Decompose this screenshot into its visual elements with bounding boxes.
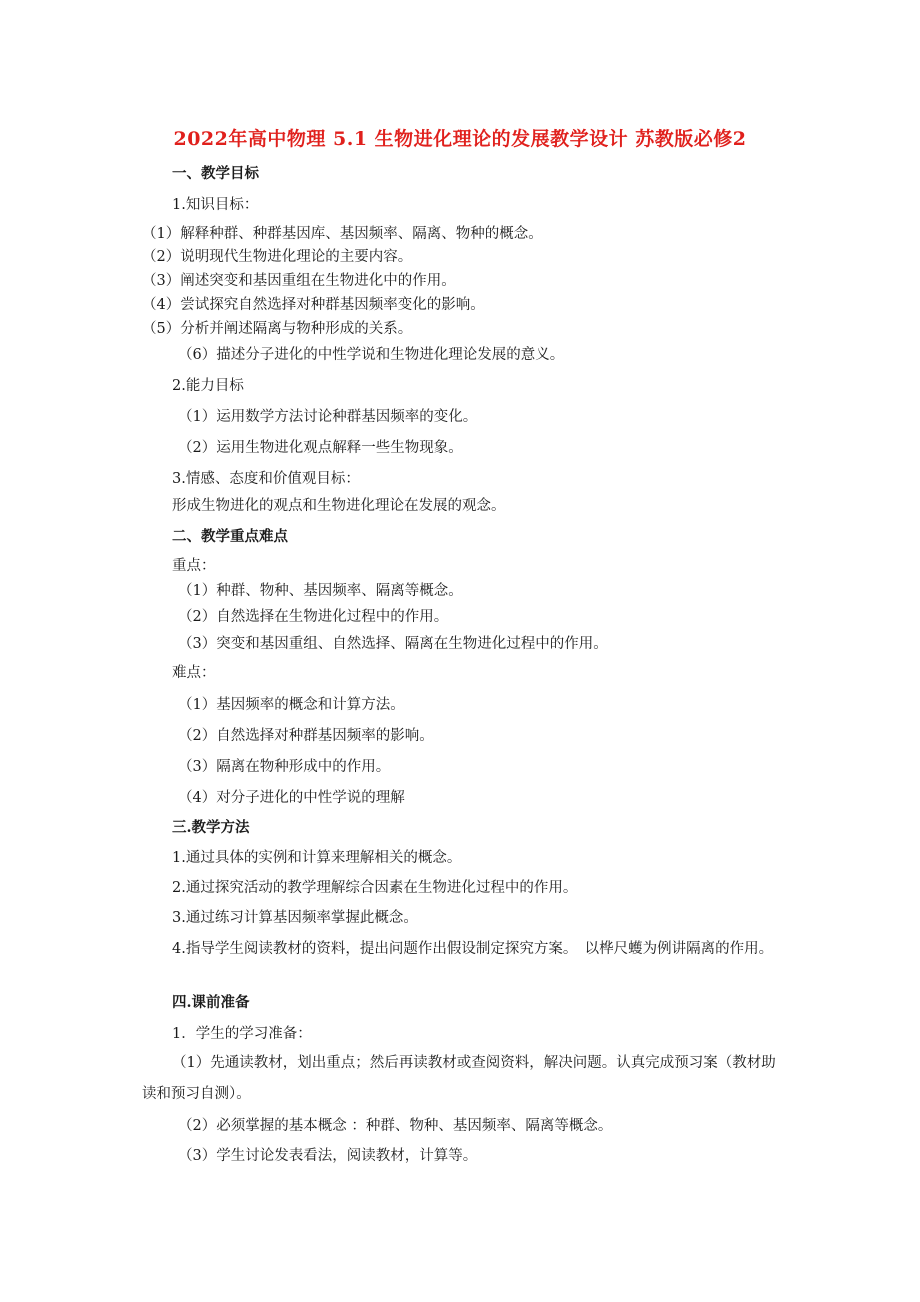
list-item: （3）隔离在物种形成中的作用。 xyxy=(178,759,391,775)
preparation-label: 1．学生的学习准备： xyxy=(172,1026,312,1042)
list-item: （2）自然选择对种群基因频率的影响。 xyxy=(178,728,434,744)
list-item: 3.通过练习计算基因频率掌握此概念。 xyxy=(172,910,418,926)
preparation-item-1: （1）先通读教材，划出重点；然后再读教材或查阅资料，解决问题。认真完成预习案（教材助读和预习自测）。 xyxy=(142,1055,776,1102)
list-item: （2）运用生物进化观点解释一些生物现象。 xyxy=(178,440,463,456)
list-item: （3）学生讨论发表看法，阅读教材，计算等。 xyxy=(178,1148,478,1164)
section-heading-methods: 三.教学方法 xyxy=(172,819,250,836)
document-title: 2022年高中物理 5.1 生物进化理论的发展教学设计 苏教版必修2 xyxy=(173,128,747,150)
list-item: （5）分析并阐述隔离与物种形成的关系。 xyxy=(142,321,413,337)
list-item: （4）对分子进化的中性学说的理解 xyxy=(178,790,405,806)
section-heading-preparation: 四.课前准备 xyxy=(172,994,250,1011)
section-heading-key-points: 二、教学重点难点 xyxy=(172,528,288,545)
section-heading-objectives: 一、教学目标 xyxy=(172,165,259,182)
list-item: （1）运用数学方法讨论种群基因频率的变化。 xyxy=(178,409,478,425)
list-item: （3）阐述突变和基因重组在生物进化中的作用。 xyxy=(142,273,456,289)
difficulty-label: 难点： xyxy=(172,665,216,681)
list-item: （2）必须掌握的基本概念 ：种群、物种、基因频率、隔离等概念。 xyxy=(178,1118,613,1134)
knowledge-label: 1.知识目标： xyxy=(172,197,259,213)
method-item-4: 4.指导学生阅读教材的资料，提出问题作出假设制定探究方案。 以桦尺蠖为例讲隔离的作用。 xyxy=(172,941,774,957)
list-item: （1）种群、物种、基因频率、隔离等概念。 xyxy=(178,583,463,599)
emotion-label: 3.情感、态度和价值观目标： xyxy=(172,471,360,487)
list-item: 1.通过具体的实例和计算来理解相关的概念。 xyxy=(172,850,462,866)
list-item: （3）突变和基因重组、自然选择、隔离在生物进化过程中的作用。 xyxy=(178,636,608,652)
list-item: （6）描述分子进化的中性学说和生物进化理论发展的意义。 xyxy=(178,347,565,363)
emotion-text: 形成生物进化的观点和生物进化理论在发展的观念。 xyxy=(172,498,506,514)
list-item: （1）基因频率的概念和计算方法。 xyxy=(178,697,405,713)
list-item: 2.通过探究活动的教学理解综合因素在生物进化过程中的作用。 xyxy=(172,880,578,896)
key-label: 重点： xyxy=(172,558,216,574)
list-item: （1）解释种群、种群基因库、基因频率、隔离、物种的概念。 xyxy=(142,226,543,242)
list-item: （2）说明现代生物进化理论的主要内容。 xyxy=(142,249,413,265)
list-item: （2）自然选择在生物进化过程中的作用。 xyxy=(178,609,449,625)
list-item: （4）尝试探究自然选择对种群基因频率变化的影响。 xyxy=(142,297,485,313)
ability-label: 2.能力目标 xyxy=(172,378,244,394)
